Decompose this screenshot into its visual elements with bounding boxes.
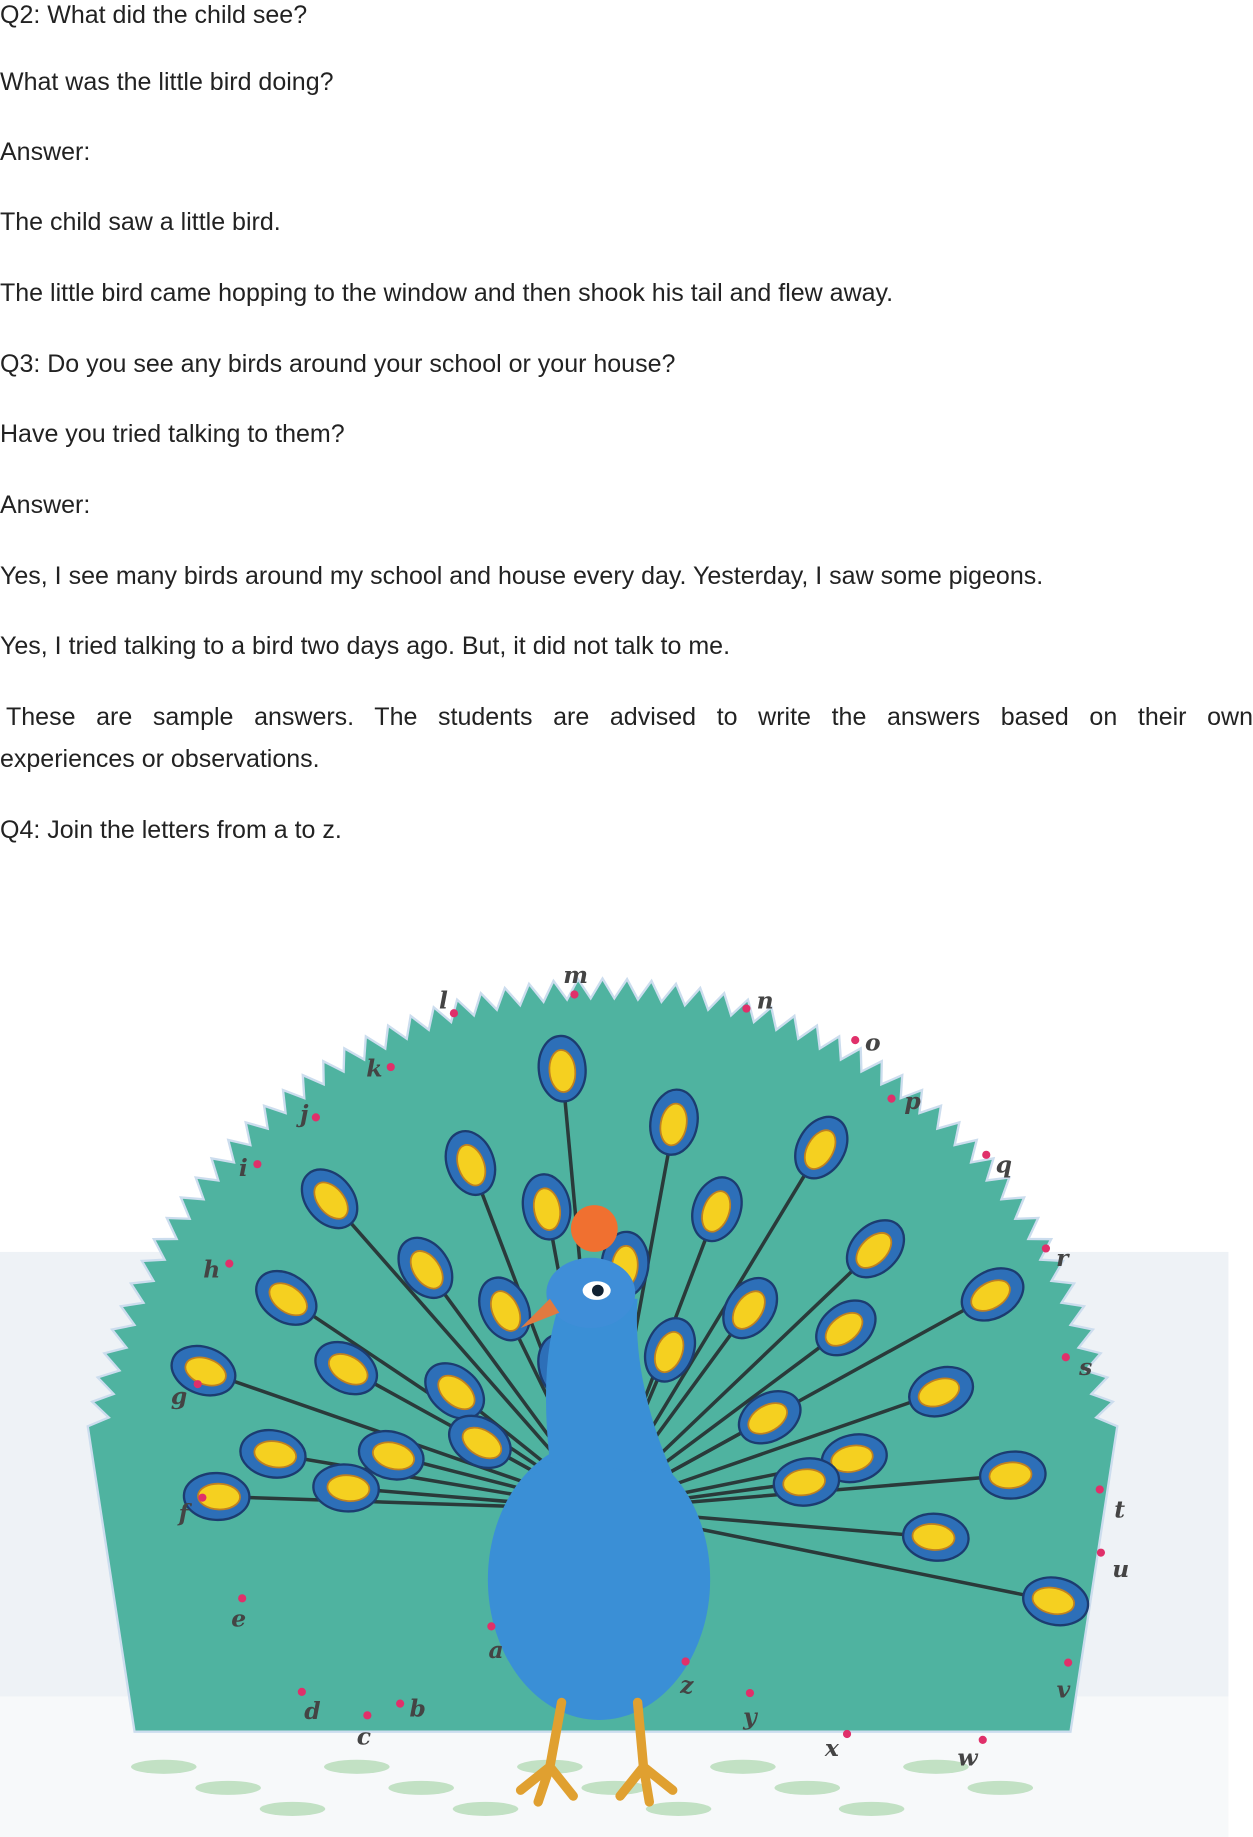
question-q2: Q2: What did the child see? [0, 1, 308, 29]
letter-dot-t [1096, 1485, 1104, 1493]
answer-text: Yes, I tried talking to a bird two days ago. But, it did not talk to me. [0, 632, 731, 660]
ground-mark [453, 1802, 519, 1816]
note-line-1: These are sample answers. The students are advised to write the answers based on their own [6, 703, 1253, 731]
letter-label-q: q [995, 1150, 1012, 1179]
letter-dot-d [298, 1688, 306, 1696]
question-q3-sub: Have you tried talking to them? [0, 420, 345, 448]
answer-text: Yes, I see many birds around my school and house every day. Yesterday, I saw some pigeons. [0, 562, 1044, 590]
ground-mark [388, 1781, 454, 1795]
letter-dot-f [198, 1494, 206, 1502]
letter-dot-e [238, 1594, 246, 1602]
letter-label-t: t [1114, 1495, 1126, 1524]
answer-text: The little bird came hopping to the window and then shook his tail and flew away. [0, 279, 894, 307]
letter-dot-m [570, 990, 578, 998]
letter-label-a: a [488, 1635, 504, 1664]
letter-label-k: k [366, 1054, 383, 1083]
letter-dot-v [1064, 1659, 1072, 1667]
letter-label-f: f [178, 1499, 189, 1528]
letter-dot-o [851, 1036, 859, 1044]
ground-mark [324, 1760, 390, 1774]
ground-mark [646, 1802, 712, 1816]
ground-mark [195, 1781, 261, 1795]
letter-dot-i [253, 1160, 261, 1168]
letter-dot-x [843, 1730, 851, 1738]
question-q3: Q3: Do you see any birds around your school or your house? [0, 350, 676, 378]
letter-dot-k [387, 1063, 395, 1071]
question-q4: Q4: Join the letters from a to z. [0, 816, 342, 844]
letter-label-m: m [563, 960, 588, 989]
ground-mark [968, 1781, 1034, 1795]
ground-mark [260, 1802, 326, 1816]
letter-dot-j [312, 1113, 320, 1121]
letter-label-h: h [203, 1255, 221, 1284]
answer-text: The child saw a little bird. [0, 208, 281, 236]
letter-label-u: u [1112, 1555, 1130, 1584]
ground-mark [131, 1760, 197, 1774]
answer-label: Answer: [0, 491, 91, 519]
peacock-dot-to-dot-illustration [0, 936, 1253, 1837]
letter-label-b: b [409, 1694, 426, 1723]
letter-dot-q [982, 1151, 990, 1159]
ground-mark [774, 1781, 840, 1795]
ground-mark [710, 1760, 776, 1774]
letter-dot-c [363, 1711, 371, 1719]
letter-label-i: i [238, 1153, 248, 1182]
letter-dot-y [746, 1689, 754, 1697]
answer-label: Answer: [0, 138, 91, 166]
letter-label-x: x [824, 1734, 839, 1763]
letter-dot-l [450, 1009, 458, 1017]
question-q2-sub: What was the little bird doing? [0, 68, 334, 96]
letter-dot-h [225, 1260, 233, 1268]
letter-label-y: y [743, 1702, 757, 1731]
letter-label-j: j [299, 1100, 309, 1129]
letter-label-g: g [170, 1382, 188, 1411]
letter-label-z: z [680, 1671, 694, 1700]
letter-label-w: w [957, 1743, 978, 1772]
letter-label-p: p [904, 1087, 921, 1116]
note-line-2: experiences or observations. [0, 745, 320, 773]
crest [571, 1205, 618, 1252]
letter-dot-w [979, 1736, 987, 1744]
letter-label-o: o [864, 1028, 881, 1057]
letter-label-s: s [1079, 1352, 1093, 1381]
letter-dot-r [1042, 1244, 1050, 1252]
letter-dot-z [681, 1657, 689, 1665]
letter-label-c: c [356, 1722, 371, 1751]
ground-mark [839, 1802, 905, 1816]
letter-dot-p [887, 1095, 895, 1103]
letter-dot-s [1062, 1353, 1070, 1361]
ground-mark [581, 1781, 647, 1795]
letter-dot-b [396, 1700, 404, 1708]
letter-label-n: n [756, 986, 774, 1015]
letter-label-r: r [1056, 1243, 1069, 1272]
letter-dot-g [194, 1380, 202, 1388]
letter-dot-a [487, 1622, 495, 1630]
sample-note [0, 696, 1253, 780]
letter-label-e: e [231, 1604, 247, 1633]
letter-dot-u [1097, 1549, 1105, 1557]
letter-label-v: v [1056, 1675, 1071, 1704]
feather-eye [183, 1472, 250, 1521]
letter-label-l: l [438, 986, 448, 1015]
letter-label-d: d [304, 1696, 321, 1725]
letter-dot-n [742, 1004, 750, 1012]
